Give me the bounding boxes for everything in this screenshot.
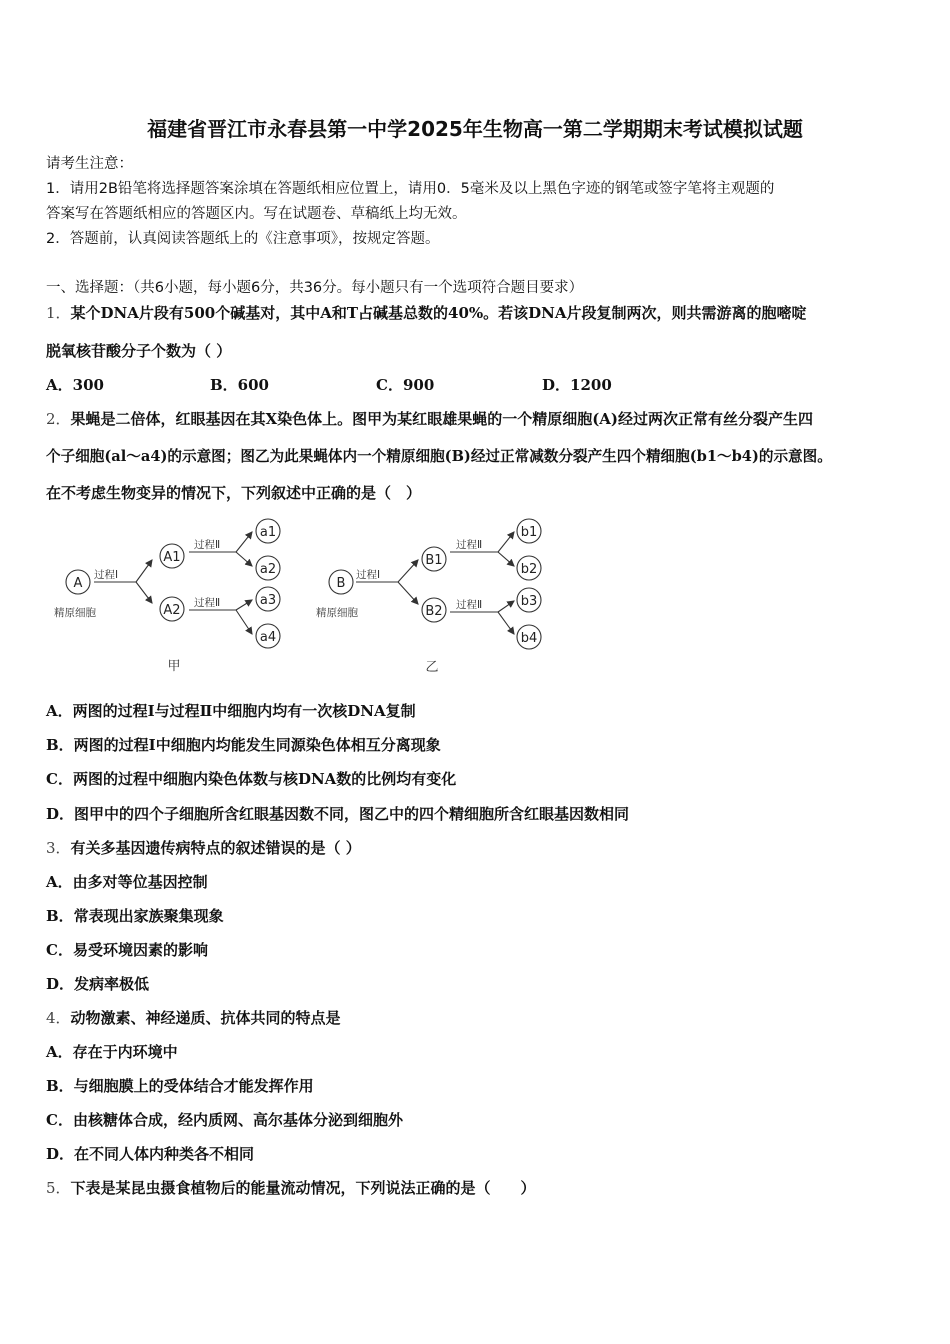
jia-arrow-leaf2 — [236, 552, 252, 566]
jia-arrow-leaf3 — [236, 600, 252, 610]
question-1-cont: 脱氧核苷酸分子个数为（ ） — [46, 342, 232, 360]
yi-leaf1-label: b1 — [520, 525, 538, 540]
question-4 — [46, 1007, 341, 1028]
yi-process-1: 过程Ⅰ — [356, 569, 381, 581]
q3-option-a[interactable]: A．由多对等位基因控制 — [46, 873, 208, 891]
notice-heading: 请考生注意： — [46, 156, 133, 172]
page-title: 福建省晋江市永春县第一中学2025年生物高一第二学期期末考试模拟试题 — [147, 117, 803, 141]
yi-arrow-leaf2 — [498, 552, 514, 566]
question-number: 4． — [46, 1009, 71, 1027]
cell-division-diagram — [46, 510, 556, 685]
question-1 — [46, 302, 807, 323]
notice-line-1a: 1．请用2B铅笔将选择题答案涂填在答题纸相应位置上，请用0．5毫米及以上黑色字迹的钢笔或签字笔将主观题的 — [46, 181, 775, 197]
jia-leaf2-label: a2 — [259, 562, 277, 577]
question-number: 5． — [46, 1179, 71, 1197]
question-text: 果蝇是二倍体，红眼基因在其X染色体上。图甲为某红眼雄果蝇的一个精原细胞(A)经过两次正常有丝分裂产生四 — [70, 410, 814, 428]
q1-option-d[interactable]: D．1200 — [542, 376, 612, 394]
yi-arrow-leaf1 — [498, 532, 514, 552]
yi-cell-label: 精原细胞 — [316, 607, 358, 619]
q2-option-b[interactable]: B．两图的过程Ⅰ中细胞内均能发生同源染色体相互分离现象 — [46, 736, 441, 754]
question-text: 有关多基因遗传病特点的叙述错误的是（ ） — [70, 839, 361, 857]
q3-option-d[interactable]: D．发病率极低 — [46, 975, 150, 993]
question-3 — [46, 837, 361, 858]
question-text: 动物激素、神经递质、抗体共同的特点是 — [70, 1009, 341, 1027]
notice-line-1b: 答案写在答题纸相应的答题区内。写在试题卷、草稿纸上均无效。 — [46, 206, 467, 222]
jia-cell-label: 精原细胞 — [54, 607, 96, 619]
question-number: 3． — [46, 839, 71, 857]
question-text: 某个DNA片段有500个碱基对，其中A和T占碱基总数的40%。若该DNA片段复制两次，则共需游离的胞嘧啶 — [70, 304, 807, 322]
question-2 — [46, 408, 813, 429]
jia-caption: 甲 — [167, 659, 181, 674]
yi-leaf3-label: b3 — [520, 594, 538, 609]
jia-mid2-label: A2 — [163, 603, 181, 618]
jia-leaf3-label: a3 — [259, 593, 277, 608]
yi-process-2b: 过程Ⅱ — [456, 599, 483, 611]
question-number: 2． — [46, 410, 71, 428]
jia-arrow-a2 — [136, 582, 152, 603]
yi-leaf2-label: b2 — [520, 562, 538, 577]
jia-mid1-label: A1 — [163, 550, 181, 565]
jia-root-label: A — [73, 576, 83, 591]
q1-option-c[interactable]: C．900 — [376, 376, 435, 394]
q2-option-c[interactable]: C．两图的过程中细胞内染色体数与核DNA数的比例均有变化 — [46, 770, 457, 788]
yi-arrow-leaf3 — [498, 601, 514, 612]
yi-caption: 乙 — [425, 660, 439, 675]
jia-arrow-leaf1 — [236, 532, 252, 552]
yi-leaf4-label: b4 — [520, 631, 538, 646]
jia-leaf1-label: a1 — [259, 525, 277, 540]
yi-root-label: B — [336, 576, 346, 591]
question-number: 1． — [46, 304, 71, 322]
jia-process-2b: 过程Ⅱ — [194, 597, 221, 609]
jia-process-2a: 过程Ⅱ — [194, 539, 221, 551]
yi-process-2a: 过程Ⅱ — [456, 539, 483, 551]
yi-arrow-b2 — [398, 582, 418, 604]
question-2-cont: 个子细胞(al～a4)的示意图；图乙为此果蝇体内一个精原细胞(B)经过正常减数分裂产生四个精细胞(b1～b4)的示意图。 — [46, 448, 832, 465]
yi-mid2-label: B2 — [425, 604, 443, 619]
jia-arrow-a1 — [136, 560, 152, 582]
notice-line-2: 2．答题前，认真阅读答题纸上的《注意事项》，按规定答题。 — [46, 231, 440, 247]
q4-option-d[interactable]: D．在不同人体内种类各不相同 — [46, 1145, 255, 1163]
yi-arrow-leaf4 — [498, 612, 514, 634]
q3-option-b[interactable]: B．常表现出家族聚集现象 — [46, 907, 224, 925]
jia-process-1: 过程Ⅰ — [94, 569, 119, 581]
q4-option-b[interactable]: B．与细胞膜上的受体结合才能发挥作用 — [46, 1077, 314, 1095]
question-text: 下表是某昆虫摄食植物后的能量流动情况，下列说法正确的是（ ） — [70, 1179, 536, 1197]
q3-option-c[interactable]: C．易受环境因素的影响 — [46, 941, 208, 959]
q2-option-d[interactable]: D．图甲中的四个子细胞所含红眼基因数不同，图乙中的四个精细胞所含红眼基因数相同 — [46, 805, 630, 823]
jia-leaf4-label: a4 — [259, 630, 277, 645]
q1-option-a[interactable]: A．300 — [46, 376, 104, 394]
question-2-cont2: 在不考虑生物变异的情况下，下列叙述中正确的是（ ） — [46, 484, 422, 502]
q1-option-b[interactable]: B．600 — [210, 376, 269, 394]
q2-option-a[interactable]: A．两图的过程Ⅰ与过程Ⅱ中细胞内均有一次核DNA复制 — [46, 702, 416, 720]
q4-option-a[interactable]: A．存在于内环境中 — [46, 1043, 178, 1061]
section-heading: 一、选择题：（共6小题，每小题6分，共36分。每小题只有一个选项符合题目要求） — [46, 280, 584, 296]
question-5 — [46, 1177, 536, 1198]
yi-arrow-b1 — [398, 560, 418, 582]
q4-option-c[interactable]: C．由核糖体合成，经内质网、高尔基体分泌到细胞外 — [46, 1111, 403, 1129]
yi-mid1-label: B1 — [425, 553, 443, 568]
jia-arrow-leaf4 — [236, 610, 252, 634]
